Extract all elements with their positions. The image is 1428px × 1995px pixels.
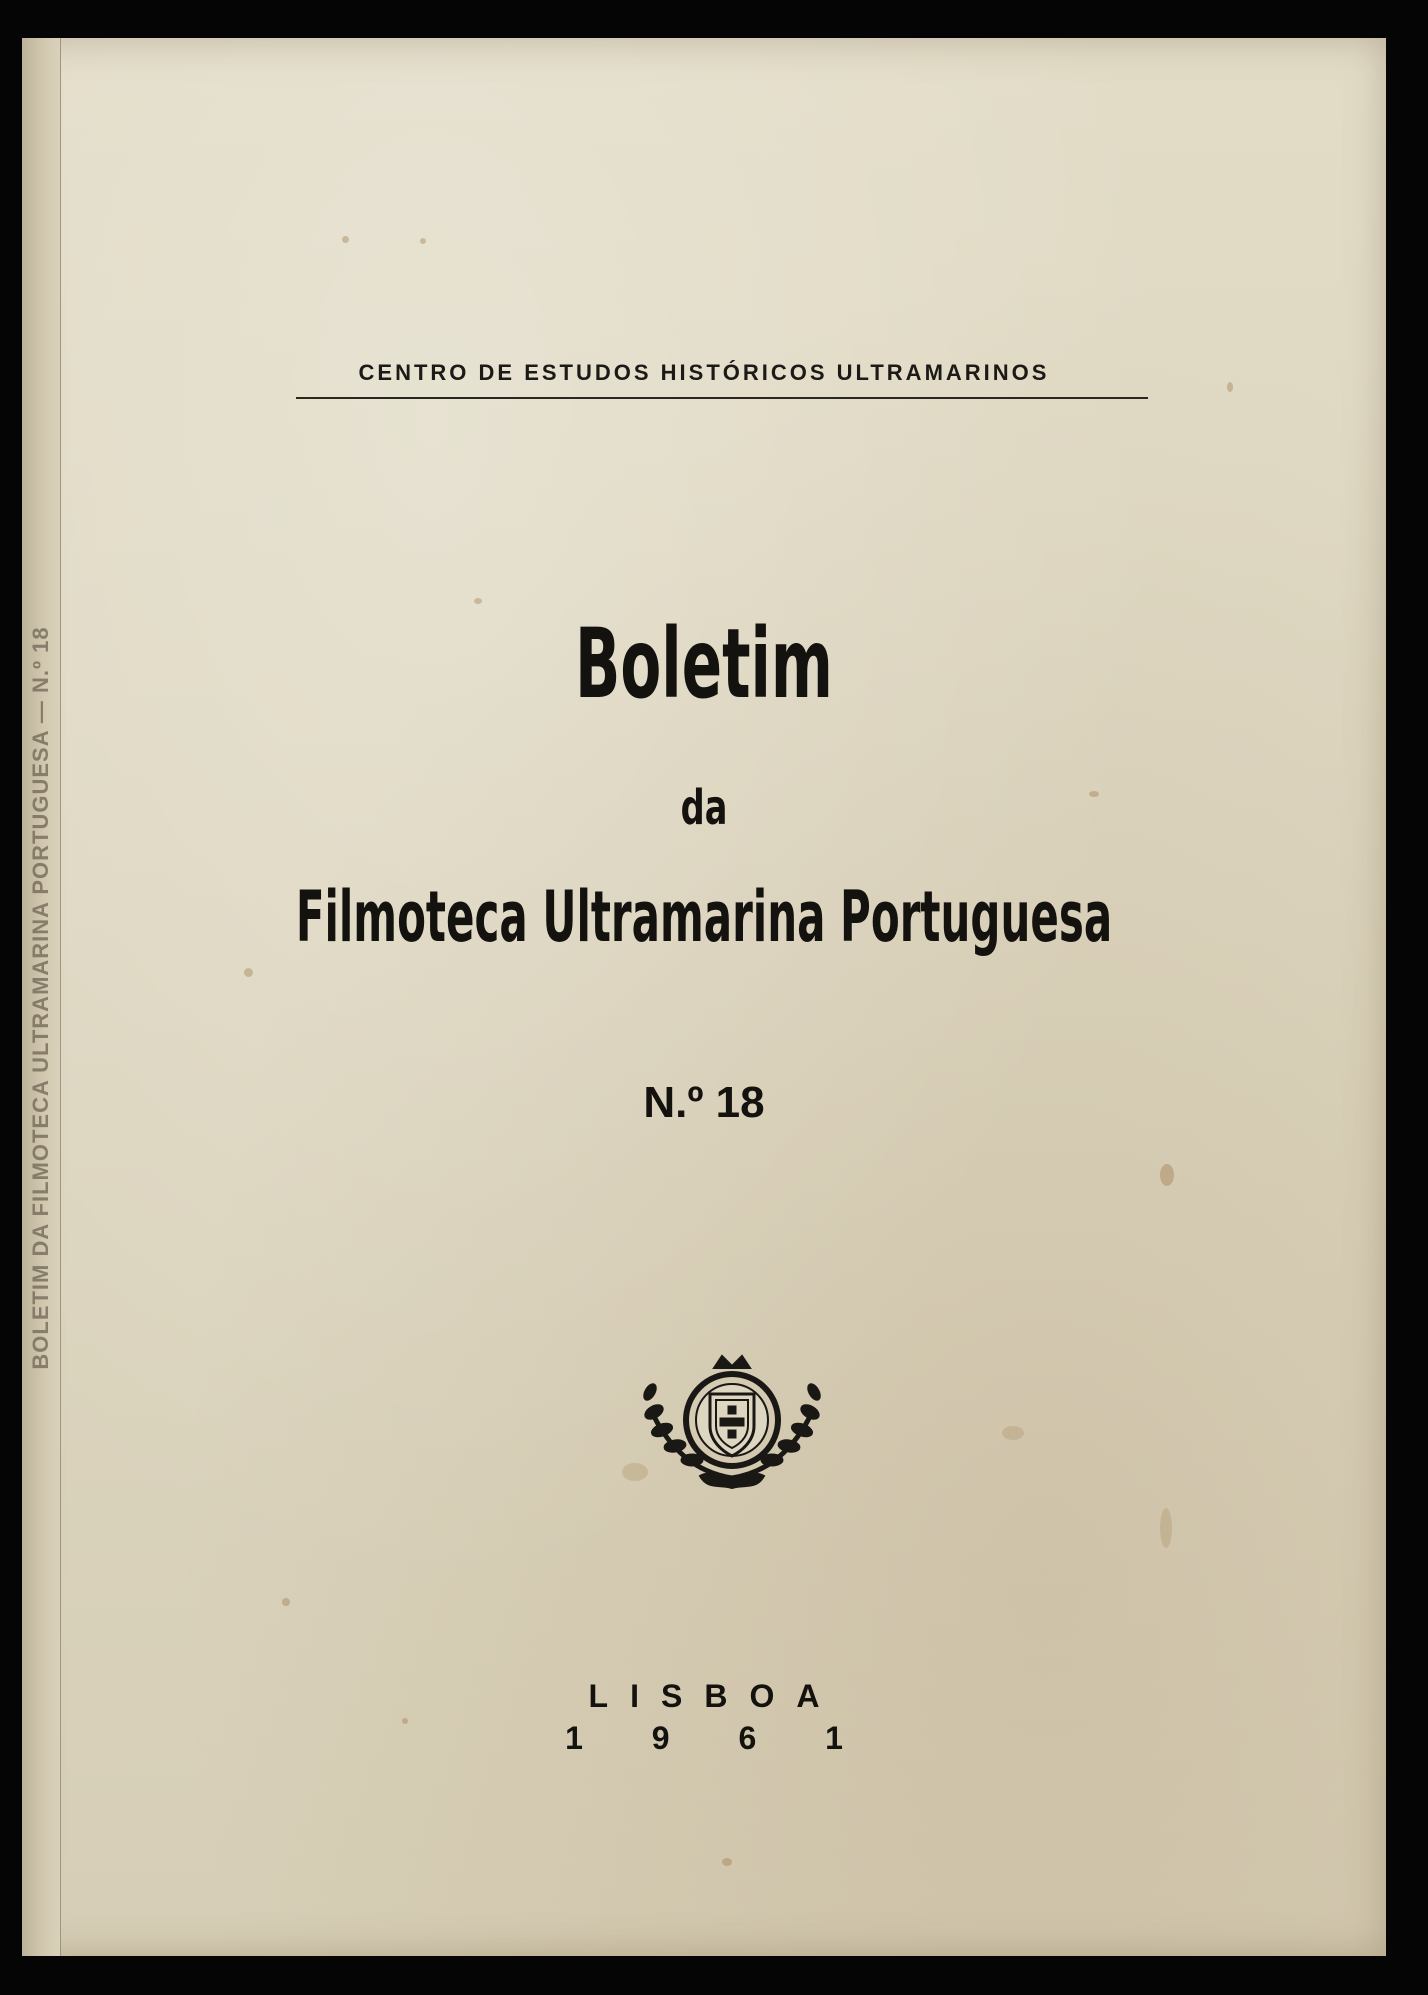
- institution-name: CENTRO DE ESTUDOS HISTÓRICOS ULTRAMARINOS: [358, 360, 1050, 385]
- foxing-spot: [244, 968, 253, 977]
- foxing-spot: [722, 1858, 732, 1866]
- foxing-spot: [342, 236, 349, 243]
- title-connector: da: [680, 780, 728, 836]
- foxing-spot: [282, 1598, 290, 1606]
- title: Boletim: [575, 608, 833, 720]
- spine-title: BOLETIM DA FILMOTECA ULTRAMARINA PORTUGUESA — N.º 18: [28, 626, 53, 1370]
- header-rule: [296, 397, 1148, 399]
- book-cover: [22, 38, 1386, 1956]
- foxing-spot: [1160, 1164, 1174, 1186]
- place-of-publication: LISBOA: [588, 1678, 842, 1714]
- portuguese-coat-of-arms-icon: [640, 1348, 824, 1496]
- year-of-publication: 1 9 6 1: [565, 1720, 873, 1756]
- issue-number: N.º 18: [643, 1078, 765, 1127]
- foxing-spot: [1160, 1508, 1172, 1548]
- book-spine: [22, 38, 61, 1956]
- foxing-spot: [420, 238, 426, 244]
- foxing-spot: [474, 598, 482, 604]
- subtitle: Filmoteca Ultramarina Portuguesa: [295, 876, 1113, 958]
- foxing-spot: [1002, 1426, 1024, 1440]
